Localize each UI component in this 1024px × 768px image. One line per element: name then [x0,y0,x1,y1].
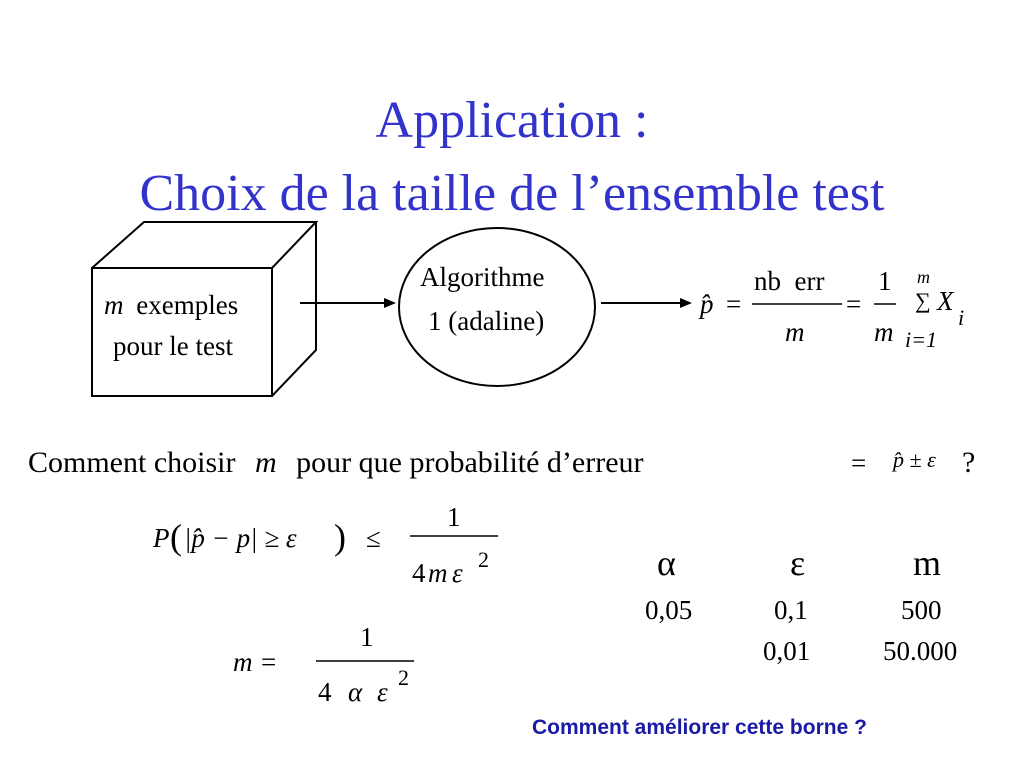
formula1-abs-expr: |p̂ − p| ≥ ε [184,523,297,553]
estimator-m-denominator: m [874,317,894,347]
sum-term-X: X [937,286,954,316]
table-header-epsilon: ε [790,543,806,583]
slide-title-line2: Choix de la taille de l’ensemble test [139,165,885,222]
question-suffix: ? [962,446,976,479]
formula2-numerator: 1 [360,622,374,652]
formula1-den-eps: ε [452,558,463,588]
table-cell-r1-alpha: 0,05 [645,595,693,625]
formula1-numerator: 1 [447,502,461,532]
table-cell-r1-m: 500 [901,595,942,625]
formula1-den-exp: 2 [478,547,489,572]
sum-term-subscript: i [958,305,965,330]
estimator-p-hat: p̂ [700,289,714,319]
box-line1: exemples [136,290,239,320]
formula2-den-alpha: α [348,677,363,707]
sum-upper-limit: m [917,267,930,287]
sum-symbol: ∑ [915,288,931,313]
slide-title-line1: Application : [375,92,649,149]
table-cell-r2-m: 50.000 [883,636,958,666]
table-header-m: m [913,543,942,583]
formula2-den-exp: 2 [398,665,409,690]
formula1-den-m: m [428,558,448,588]
algorithm-line1: Algorithme [420,262,545,292]
formula2-lhs: m = [233,647,278,677]
formula2-den-eps: ε [377,677,388,707]
table-cell-r2-eps: 0,01 [763,636,811,666]
algorithm-line2: 1 (adaline) [428,306,545,336]
table-cell-r1-eps: 0,1 [774,595,808,625]
box-var-m: m [104,290,124,320]
footer-question: Comment améliorer cette borne ? [532,716,867,739]
formula1-den-4: 4 [412,558,426,588]
formula1-open-paren: ( [170,517,182,557]
arrow-algorithm-to-estimator [601,298,692,308]
estimator-equals-2: = [846,289,862,319]
question-prefix: Comment choisir [28,446,236,479]
box-line2: pour le test [113,331,233,361]
question-var-m: m [254,446,277,479]
table-header-alpha: α [657,543,676,583]
formula1-leq: ≤ [366,523,381,553]
estimator-numerator: nb err [754,266,825,296]
sum-lower-limit: i=1 [905,327,937,352]
box-text-line1 [104,290,238,321]
question-line [28,446,644,480]
question-middle: pour que probabilité d’erreur [296,446,644,479]
estimator-one: 1 [878,266,892,296]
formula1-P: P [153,523,170,553]
estimator-denominator: m [785,317,805,347]
question-expr: p̂ ± ε [893,447,936,472]
question-equals: = [851,448,867,478]
arrow-box-to-algorithm [300,298,396,308]
formula1-close-paren: ) [334,517,346,557]
formula2-den-4: 4 [318,677,332,707]
estimator-equals-1: = [726,289,742,319]
